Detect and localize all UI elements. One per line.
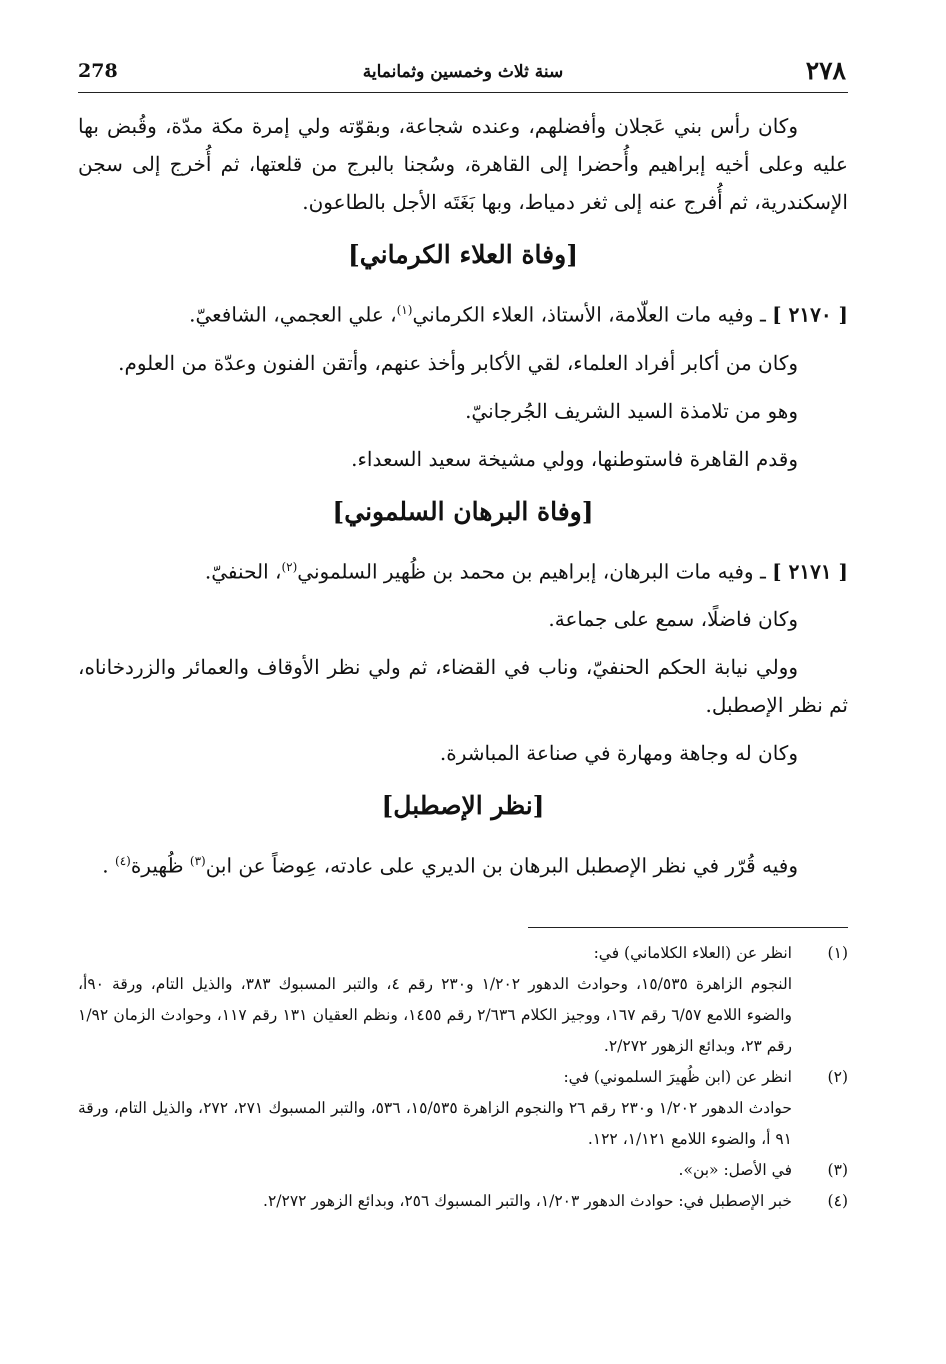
paragraph-6: وولي نيابة الحكم الحنفيّ، وناب في القضاء، ثم ولي نظر الأوقاف والعمائر والزردخاناه، ثم نظر الإصطبل.: [78, 655, 848, 718]
entry-text: ـ وفيه مات العلّامة، الأستاذ، العلاء الكرماني: [412, 302, 766, 327]
footnote-line: حوادث الدهور ١/٢٠٢ و٢٣٠ رقم ٢٦ والنجوم الزاهرة ١٥/٥٣٥، ٥٣٦، والتبر المسبوك ٢٧١، ٢٧٢، والذيل التام، ورقة ٩١ أ، والضوء اللامع ١/١٢١، ١٢٢.: [78, 1098, 792, 1148]
footnote-mark: (٢): [827, 1067, 848, 1086]
entry-text-rest: ، علي العجمي، الشافعيّ.: [189, 302, 397, 327]
footnote-4: [78, 1186, 848, 1217]
paragraph-8-name: ظُهيرة: [130, 853, 184, 878]
page-number-arabic: ٢٧٨: [805, 56, 846, 85]
entry-number: [ ٢١٧٠ ]: [772, 302, 848, 327]
footnote-3: [78, 1155, 848, 1186]
footnote-ref-4[interactable]: (٤): [115, 854, 131, 869]
paragraph-1: وكان رأس بني عَجلان وأفضلهم، وعنده شجاعة، وبقوّته ولي إمرة مكة مدّة، وقُبض بها عليه وعلى أخيه إبراهيم وأُحضرا إلى القاهرة، وسُجنا بالبرج من قلعتها، ثم أُخرج إلى سجن الإسكندرية، ثم أُفرج عنه إلى ثغر دمياط، وبها بَغَتَه الأجل بالطاعون.: [78, 114, 848, 214]
footnote-mark: (١): [827, 943, 848, 962]
footnote-line: انظر عن (العلاء الكلاماني) في:: [593, 943, 792, 962]
paragraph-3: وهو من تلامذة السيد الشريف الجُرجانيّ.: [465, 398, 798, 423]
footnote-line: انظر عن (ابن ظُهيرَ السلموني) في:: [563, 1067, 792, 1086]
entry-2170: [78, 291, 848, 334]
page: [78, 52, 848, 1217]
heading-nazar-istabl: [نظر الإصطبل]: [381, 791, 545, 821]
main-text: [78, 107, 848, 885]
paragraph-5: وكان فاضلًا، سمع على جماعة.: [548, 607, 798, 632]
entry-number: [ ٢١٧١ ]: [772, 559, 848, 584]
paragraph-8: [78, 842, 848, 885]
heading-alaa-kirmani: [وفاة العلاء الكرماني]: [347, 240, 579, 269]
paragraph-7: وكان له وجاهة ومهارة في صناعة المباشرة.: [439, 741, 798, 766]
footnote-line: خبر الإصطبل في: حوادث الدهور ١/٢٠٣، والتبر المسبوك ٢٥٦، وبدائع الزهور ٢/٢٧٢.: [263, 1191, 792, 1210]
entry-text-rest: ، الحنفيّ.: [204, 559, 282, 584]
footnote-line: النجوم الزاهرة ١٥/٥٣٥، وحوادث الدهور ١/٢٠٢ و٢٣٠ رقم ٤، والتبر المسبوك ٣٨٣، والذيل التام، ورقة ٩٠أ، والضوء اللامع ٦/٥٧ رقم ١٦٧، ووجيز الكلام ٢/٦٣٦ رقم ١٤٥٥، ونظم العقيان ١٣١ رقم ١١٧، وحوادث الزمان ١/٩٢ رقم ٢٣، وبدائع الزهور ٢/٢٧٢.: [78, 974, 793, 1055]
paragraph-8-text: وفيه قُرّر في نظر الإصطبل البرهان بن الديري على عادته، عِوضاً عن ابن: [205, 853, 798, 878]
footnote-1: [78, 938, 848, 1062]
footnote-ref-1[interactable]: (١): [396, 303, 413, 317]
page-number-latin: 278: [78, 60, 118, 82]
heading-burhan-salmuni: [وفاة البرهان السلموني]: [332, 496, 594, 526]
footnotes: [78, 938, 848, 1217]
footnote-ref-3[interactable]: (٣): [189, 854, 206, 869]
footnote-mark: (٣): [827, 1160, 848, 1179]
footnote-separator: [528, 927, 848, 928]
footnote-line: في الأصل: «بن».: [678, 1160, 792, 1179]
paragraph-2: وكان من أكابر أفراد العلماء، لقي الأكابر وأخذ عنهم، وأتقن الفنون وعدّة من العلوم.: [118, 350, 798, 375]
running-header: [78, 52, 848, 93]
running-title: سنة ثلاث وخمسين وثمانماية: [362, 62, 564, 82]
entry-text: ـ وفيه مات البرهان، إبراهيم بن محمد بن ظُهير السلموني: [297, 559, 766, 584]
footnote-ref-2[interactable]: (٢): [281, 559, 298, 574]
footnote-mark: (٤): [827, 1191, 848, 1210]
footnote-2: [78, 1062, 848, 1155]
paragraph-4: وقدم القاهرة فاستوطنها، وولي مشيخة سعيد السعداء.: [351, 446, 798, 471]
paragraph-8-end: .: [102, 853, 109, 878]
entry-2171: [78, 548, 848, 591]
